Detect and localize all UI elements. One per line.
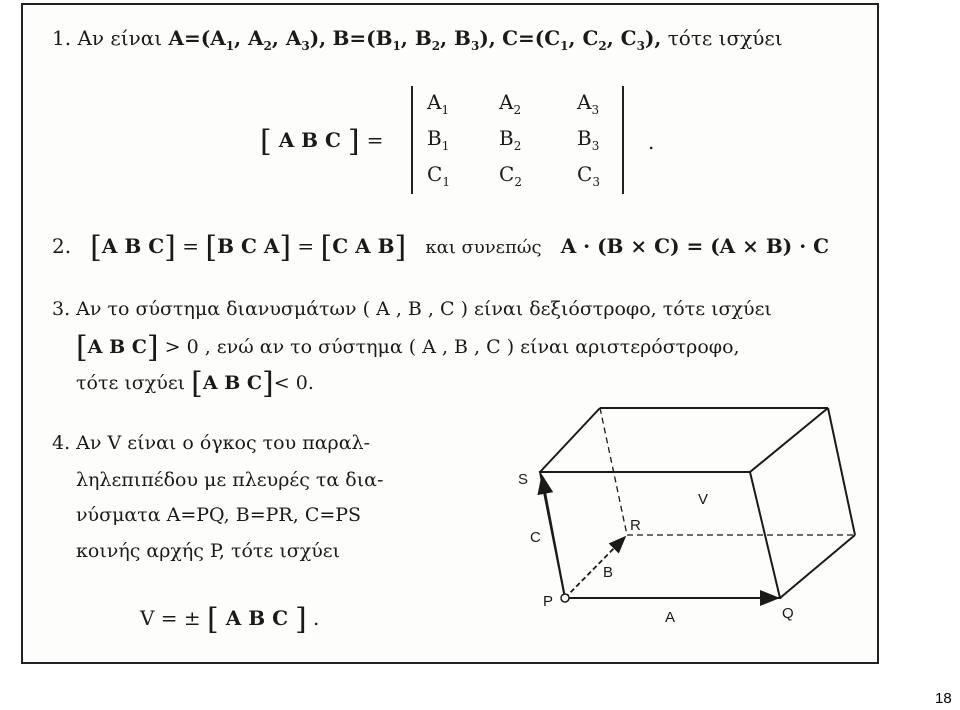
item-4-line-1: 4. Αν V είναι ο όγκος του παραλ- (52, 432, 370, 454)
point-p (561, 594, 569, 602)
cell-b3: $B_3$ (577, 126, 600, 153)
item-4-line-2: ληλεπιπέδου με πλευρές τα δια- (76, 469, 384, 491)
cell-a3: $A_3$ (577, 90, 600, 117)
item-3-line-1: 3. Αν το σύστημα διανυσμάτων ( A , B , C ) είναι δεξιόστροφο, τότε ισχύει (52, 298, 772, 320)
det-end-dot: . (648, 130, 655, 154)
vector-c-def: $C=(C_1$, $C_2$, $C_3$), (502, 26, 662, 53)
item-3-line-3: τότε ισχύει [A B C]< 0. (76, 366, 314, 401)
parallelepiped-diagram (510, 400, 870, 635)
edge-back-right (828, 408, 855, 535)
item-2-connector: και συνεπώς (425, 237, 542, 258)
cell-a2: $A_2$ (499, 90, 522, 117)
item-1-line (52, 26, 783, 53)
item-3-line-2: [A B C] > 0 , ενώ αν το σύστημα ( A , B , C ) είναι αριστερόστροφο, (76, 330, 740, 365)
item-2-number: 2. (52, 234, 72, 258)
label-a: A (665, 609, 676, 626)
cell-c2: $C_2$ (499, 162, 522, 189)
item-2-identity: A · (B × C) = (A × B) · C (560, 234, 830, 258)
edge-top-right (750, 408, 828, 472)
vector-c-arrow (542, 476, 565, 598)
item-1-suffix: τότε ισχύει (667, 26, 783, 50)
triple-cab: [C A B] (320, 230, 407, 265)
volume-formula: V = ± [ A B C ] . (140, 602, 320, 637)
edge-bottom-right (780, 535, 855, 598)
vector-a-def: $A=(A_1$, $A_2$, $A_3$), (168, 26, 327, 53)
item-2-line: 2. [A B C] = [B C A] = [C A B] και συνεπώς A · (B × C) = (A × B) · C (52, 230, 830, 265)
item-4-line-4: κοινής αρχής P, τότε ισχύει (76, 540, 341, 562)
triple-bca: [B C A] (205, 230, 292, 265)
item-4-line-3: νύσματα A=PQ, B=PR, C=PS (76, 504, 362, 526)
label-c: C (530, 529, 541, 546)
label-b: B (603, 564, 614, 581)
cell-c3: $C_3$ (577, 162, 600, 189)
label-r: R (630, 517, 641, 534)
vector-b-def: $B=(B_1$, $B_2$, $B_3$), (332, 26, 496, 53)
cell-b2: $B_2$ (499, 126, 522, 153)
cell-a1: $A_1$ (427, 90, 450, 117)
label-v: V (698, 491, 709, 508)
determinant-matrix (411, 86, 624, 194)
edge-top-left (540, 408, 600, 472)
label-p: P (543, 593, 554, 610)
det-lhs: [ A B C ] = (260, 124, 384, 159)
vector-b-arrow (565, 537, 625, 598)
cell-c1: $C_1$ (427, 162, 450, 189)
label-q: Q (782, 605, 794, 622)
cell-b1: $B_1$ (427, 126, 450, 153)
triple-abc: [A B C] (90, 230, 176, 265)
label-s: S (518, 471, 529, 488)
page-number: 18 (935, 690, 952, 707)
item-1-prefix: 1. Αν είναι (52, 26, 163, 50)
